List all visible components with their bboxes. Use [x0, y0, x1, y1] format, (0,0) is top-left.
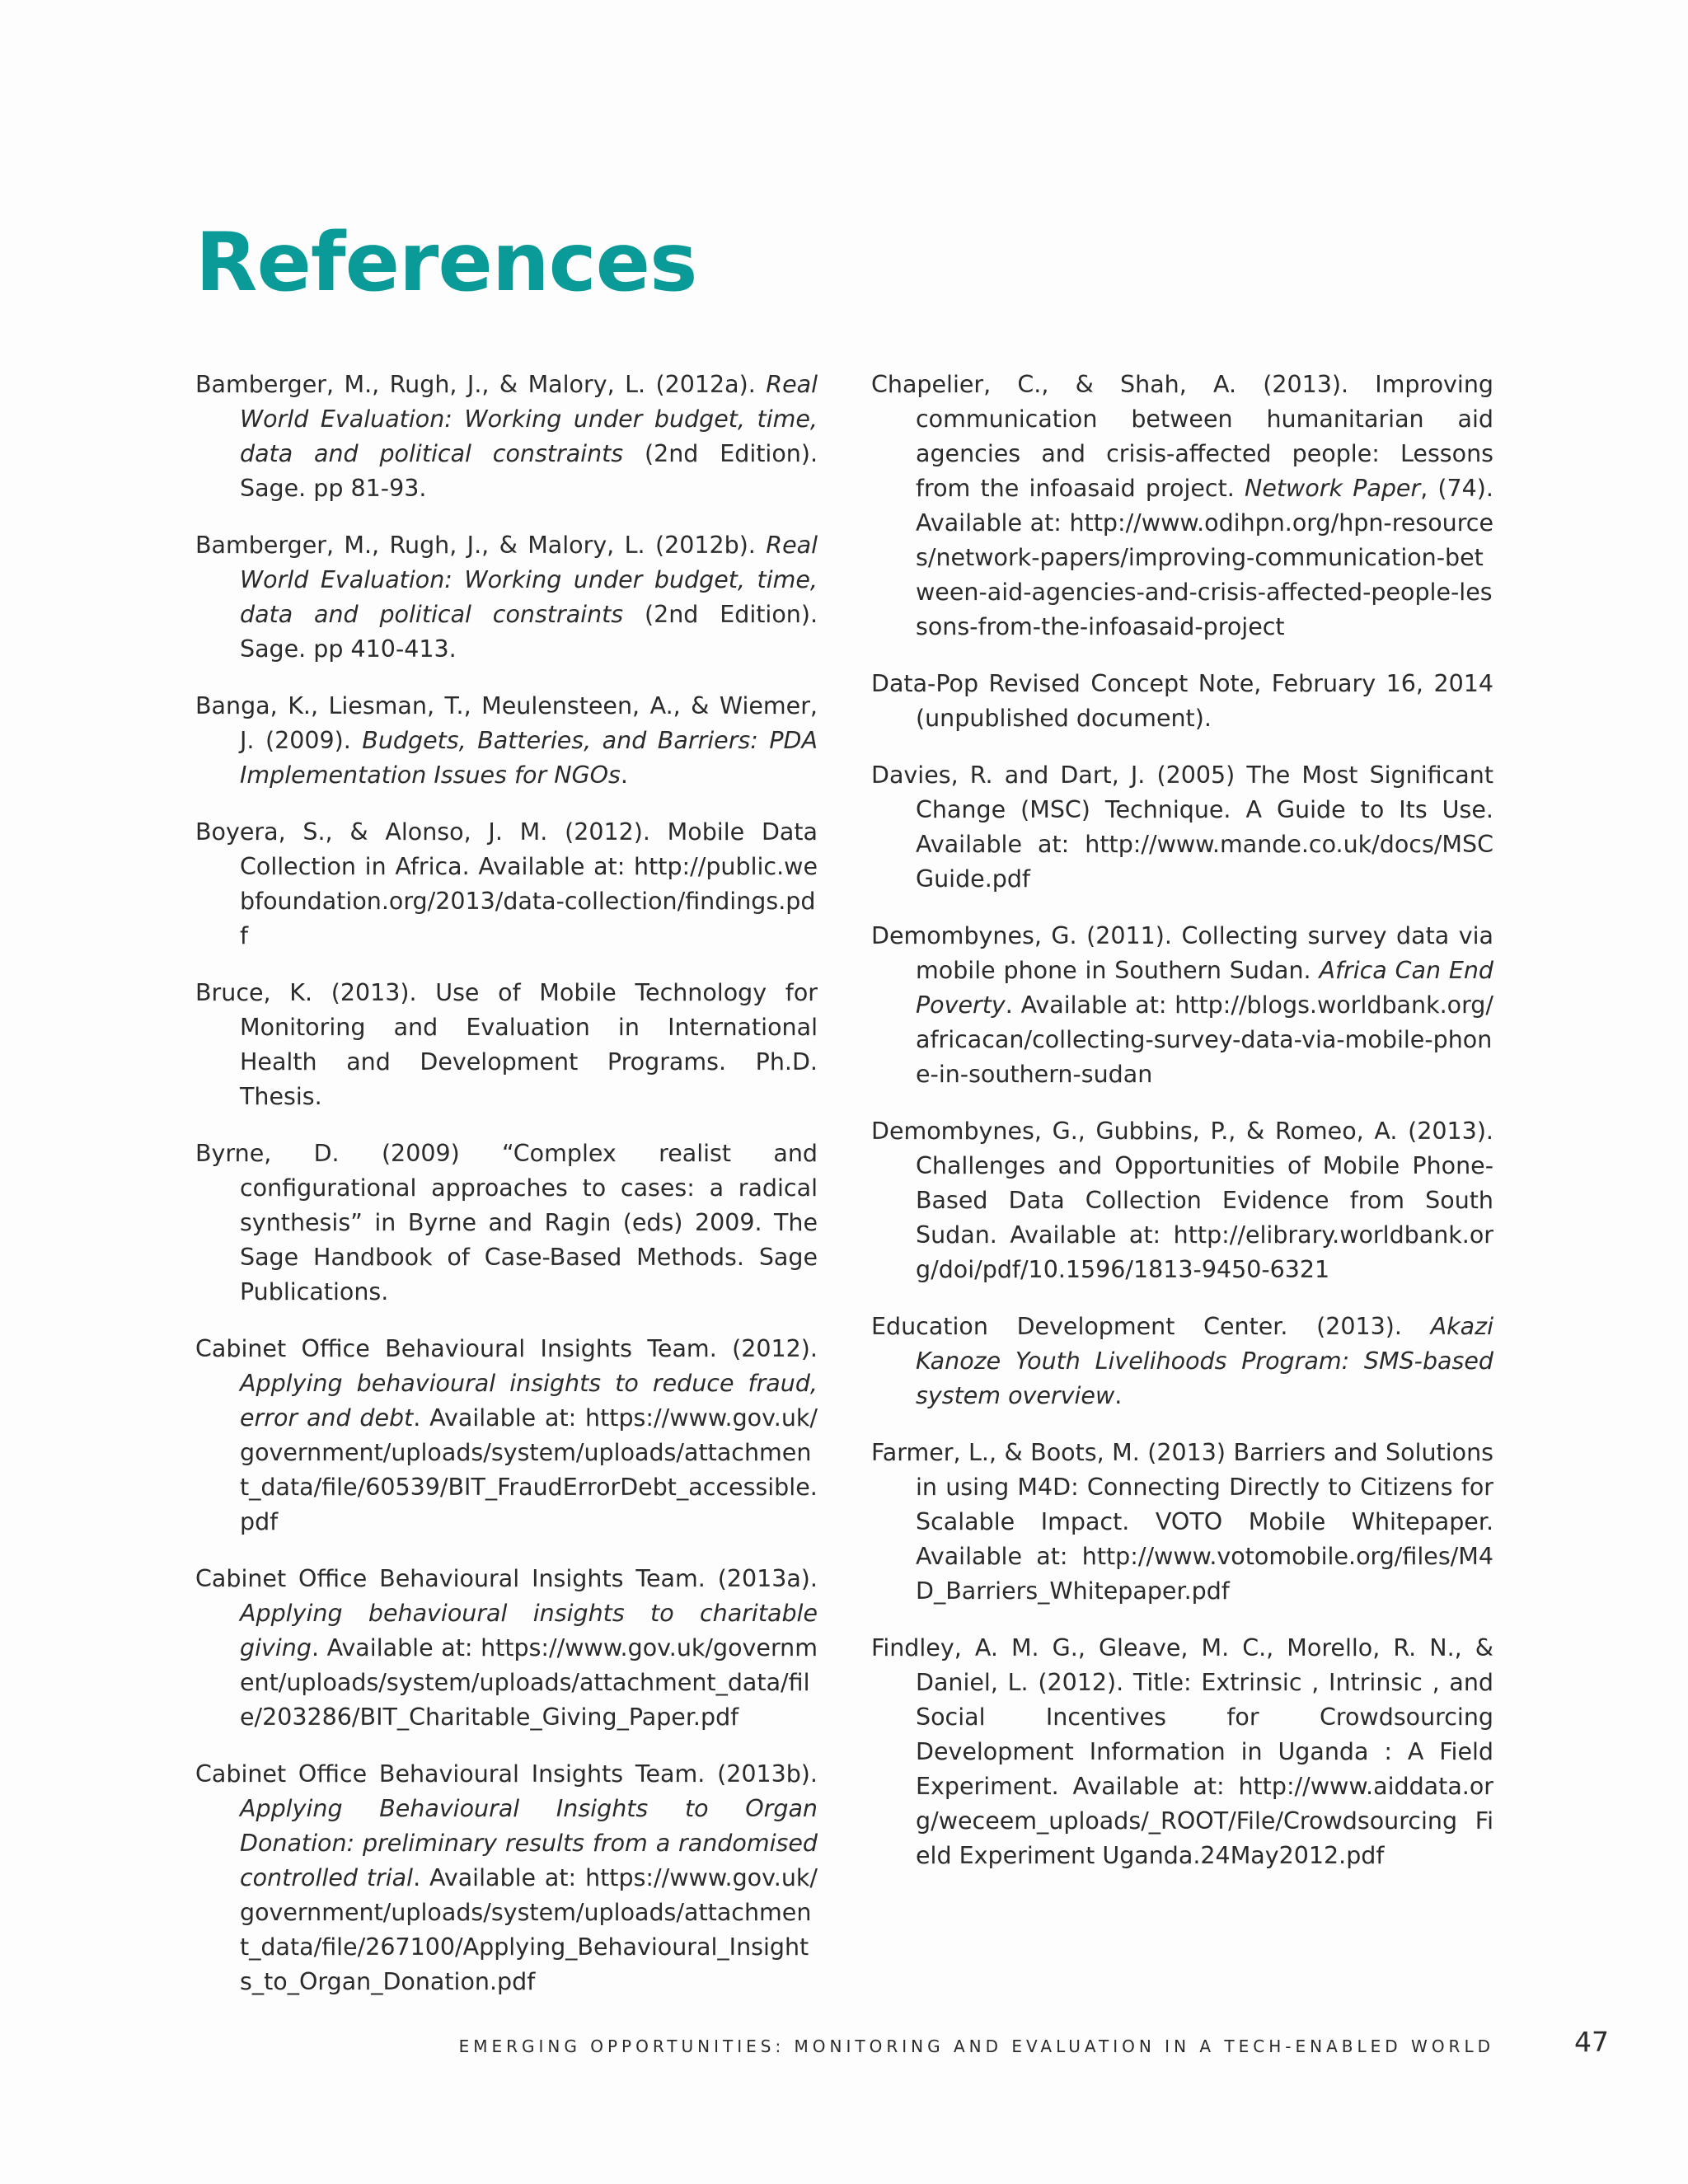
reference-item: Data-Pop Revised Concept Note, February 16, 2014 (unpublished document). [871, 670, 1493, 732]
references-left-column [195, 368, 818, 2022]
reference-item: Davies, R. and Dart, J. (2005) The Most Significant Change (MSC) Technique. A Guide to Its Use. Available at: http://www.mande.co.uk/docs/MSCGuide.pdf [871, 762, 1493, 893]
reference-item: Banga, K., Liesman, T., Meulensteen, A., & Wiemer, J. (2009). Budgets, Batteries, and Barriers: PDA Implementation Issues for NGOs. [195, 692, 818, 789]
reference-item: Demombynes, G., Gubbins, P., & Romeo, A. (2013). Challenges and Opportunities of Mobile Phone-Based Data Collection Evidence from South Sudan. Available at: http://elibrary.worldbank.org/doi/pdf/10.1596/1813-9450-6321 [871, 1118, 1493, 1283]
running-footer: EMERGING OPPORTUNITIES: MONITORING AND EVALUATION IN A TECH-ENABLED WORLD [458, 2036, 1494, 2056]
reference-item: Education Development Center. (2013). Akazi Kanoze Youth Livelihoods Program: SMS-based system overview. [871, 1313, 1493, 1409]
references-right-column [871, 368, 1493, 1896]
reference-item: Cabinet Office Behavioural Insights Team. (2013b). Applying Behavioural Insights to Organ Donation: preliminary results from a randomised controlled trial. Available at: https://www.gov.uk/government/uploads/system/uploads/attachment_data/file/267100/Applying_Behavioural_Insights_to_Organ_Donation.pdf [195, 1760, 818, 1995]
reference-item: Bamberger, M., Rugh, J., & Malory, L. (2012b). Real World Evaluation: Working under budget, time, data and political constraints (2nd Edition). Sage. pp 410-413. [195, 532, 818, 663]
reference-item: Boyera, S., & Alonso, J. M. (2012). Mobile Data Collection in Africa. Available at: http://public.webfoundation.org/2013/data-collection/findings.pdf [195, 818, 818, 949]
reference-item: Cabinet Office Behavioural Insights Team. (2013a). Applying behavioural insights to charitable giving. Available at: https://www.gov.uk/government/uploads/system/uploads/attachment_data/file/203286/BIT_Charitable_Giving_Paper.pdf [195, 1565, 818, 1731]
reference-item: Findley, A. M. G., Gleave, M. C., Morello, R. N., & Daniel, L. (2012). Title: Extrinsic , Intrinsic , and Social Incentives for Crowdsourcing Development Information in Uganda : A Field Experiment. Available at: http://www.aiddata.org/weceem_uploads/_ROOT/File/Crowdsourcing Field Experiment Uganda.24May2012.pdf [871, 1634, 1493, 1869]
page-number: 47 [1574, 2026, 1609, 2058]
page-title: References [195, 216, 697, 310]
reference-item: Farmer, L., & Boots, M. (2013) Barriers and Solutions in using M4D: Connecting Directly to Citizens for Scalable Impact. VOTO Mobile Whitepaper. Available at: http://www.votomobile.org/files/M4D_Barriers_Whitepaper.pdf [871, 1439, 1493, 1605]
reference-item: Byrne, D. (2009) “Complex realist and configurational approaches to cases: a radical synthesis” in Byrne and Ragin (eds) 2009. The Sage Handbook of Case-Based Methods. Sage Publications. [195, 1140, 818, 1305]
reference-item: Cabinet Office Behavioural Insights Team. (2012). Applying behavioural insights to reduce fraud, error and debt. Available at: https://www.gov.uk/government/uploads/system/uploads/attachment_data/file/60539/BIT_FraudErrorDebt_accessible.pdf [195, 1335, 818, 1535]
reference-item: Bamberger, M., Rugh, J., & Malory, L. (2012a). Real World Evaluation: Working under budget, time, data and political constraints (2nd Edition). Sage. pp 81-93. [195, 371, 818, 502]
reference-item: Demombynes, G. (2011). Collecting survey data via mobile phone in Southern Sudan. Africa Can End Poverty. Available at: http://blogs.worldbank.org/africacan/collecting-survey-data-via-mobile-phone-in-southern-sudan [871, 922, 1493, 1088]
reference-item: Chapelier, C., & Shah, A. (2013). Improving communication between humanitarian aid agencies and crisis-affected people: Lessons from the infoasaid project. Network Paper, (74). Available at: http://www.odihpn.org/hpn-resources/network-papers/improving-communication-between-aid-agencies-and-crisis-affected-people-lessons-from-the-infoasaid-project [871, 371, 1493, 640]
reference-item: Bruce, K. (2013). Use of Mobile Technology for Monitoring and Evaluation in International Health and Development Programs. Ph.D. Thesis. [195, 979, 818, 1110]
